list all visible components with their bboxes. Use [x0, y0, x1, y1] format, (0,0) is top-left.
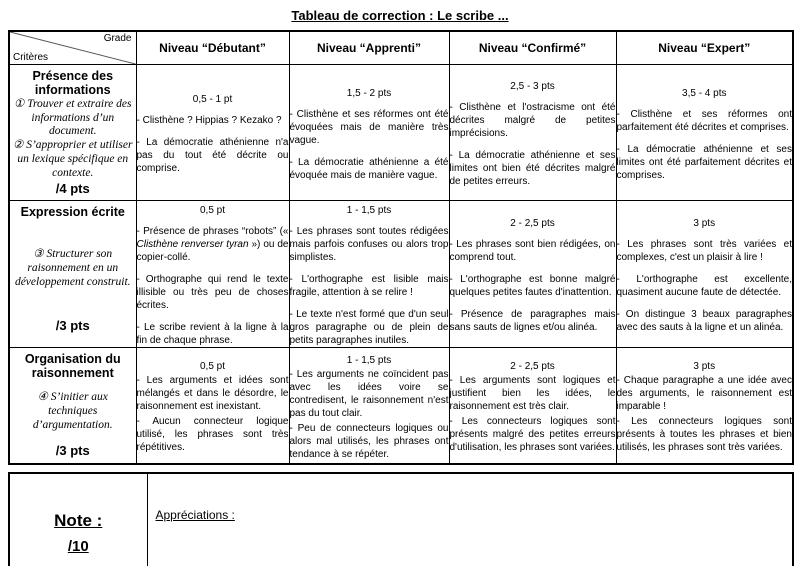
- cell-expression-apprenti: [289, 201, 449, 348]
- level-header-expert: Niveau “Expert”: [616, 31, 793, 65]
- cell-item: - Aucun connecteur logique utilisé, les phrases sont très répétitives.: [136, 416, 289, 453]
- row-expression-ecrite: [9, 201, 793, 348]
- criterion-title: Organisation du raisonnement: [24, 352, 121, 381]
- header-row: [9, 31, 793, 65]
- cell-item: - Les arguments ne coïncident pas avec les idées voire se contredisent, le raisonnement n'est pas du tout clair.: [289, 368, 449, 419]
- criterion-cell-expression: [9, 201, 136, 348]
- criterion-objectives: [13, 248, 133, 289]
- cell-item: - Les connecteurs logiques sont présents malgré des petites erreurs d'utilisation, les phrases sont variées.: [449, 416, 616, 453]
- points-range: 2,5 - 3 pts: [510, 81, 555, 92]
- cell-item: - La démocratie athénienne et ses limites ont bien été décrites malgré de petites erreurs.: [449, 150, 616, 187]
- points-range: 3 pts: [693, 361, 716, 372]
- note-denominator: /10: [67, 538, 89, 555]
- cell-expression-expert: [616, 201, 793, 348]
- criterion-objectives: [13, 391, 133, 432]
- cell-organisation-confirme: [449, 348, 616, 465]
- cell-organisation-apprenti: [289, 348, 449, 465]
- item-text: ») ou de copier-collé.: [136, 239, 289, 263]
- points-range: 0,5 pt: [199, 205, 226, 216]
- points-range: 1 - 1,5 pts: [346, 205, 392, 216]
- row-presence-informations: [9, 65, 793, 201]
- criterion-cell-presence: [9, 65, 136, 201]
- cell-item: [137, 225, 289, 264]
- cell-organisation-expert: [616, 348, 793, 465]
- cell-item: - Les phrases sont très variées et complexes, c'est un plaisir à lire !: [616, 239, 792, 263]
- cell-item: - Le texte n'est formé que d'un seul gros paragraphe ou de plein de petits paragraphes inutiles.: [289, 309, 449, 346]
- cell-item: - On distingue 3 beaux paragraphes avec des sauts à la ligne et un alinéa.: [616, 309, 792, 333]
- cell-presence-apprenti: [289, 65, 449, 201]
- criterion-objectives: [13, 98, 133, 181]
- level-header-debutant: Niveau “Débutant”: [136, 31, 289, 65]
- cell-item: - Les arguments et idées sont mélangés et dans le désordre, le raisonnement est inexistant.: [136, 375, 289, 412]
- points-range: 2 - 2,5 pts: [510, 361, 555, 372]
- cell-item: - Orthographe qui rend le texte illisible ou très peu de choses écrites.: [136, 274, 289, 311]
- cell-item: - Clisthène et l'ostracisme ont été décrites malgré de petites imprécisions.: [449, 102, 616, 139]
- points-range: 3 pts: [693, 218, 716, 229]
- cell-item: - Clisthène et ses réformes ont été évoquées mais de manière très vague.: [289, 108, 449, 146]
- rubric-table: [8, 30, 794, 465]
- appreciations-label: Appréciations :: [155, 508, 235, 522]
- cell-item: - La démocratie athénienne et ses limites ont été parfaitement décrites et comprises.: [616, 143, 792, 181]
- points-range: 3,5 - 4 pts: [682, 87, 727, 99]
- cell-item: - Les arguments sont logiques et justifient bien les idées, le raisonnement est très clair.: [449, 375, 616, 412]
- criterion-objective: ② S’approprier et utiliser un lexique spécifique en contexte.: [13, 139, 133, 179]
- cell-expression-confirme: [449, 201, 616, 348]
- criterion-objective: ① Trouver et extraire des informations d’un document.: [14, 97, 132, 138]
- cell-presence-expert: [616, 65, 793, 201]
- row-organisation-raisonnement: [9, 348, 793, 465]
- cell-item: - Peu de connecteurs logiques ou alors mal utilisés, les phrases ont tendance à se répéter.: [289, 422, 449, 460]
- criterion-objective: ④ S’initier aux techniques d’argumentation.: [32, 391, 113, 431]
- item-text: - Présence de phrases “robots” («: [136, 226, 289, 237]
- appreciations-cell: [147, 473, 793, 566]
- cell-item: - Clisthène et ses réformes ont parfaitement été décrites et comprises.: [616, 108, 792, 133]
- level-header-confirme: Niveau “Confirmé”: [449, 31, 616, 65]
- cell-item: - Le scribe revient à la ligne à la fin de chaque phrase.: [136, 322, 289, 346]
- criteria-grade-corner-cell: [9, 31, 136, 65]
- points-range: 0,5 - 1 pt: [192, 94, 233, 105]
- page-title: Tableau de correction : Le scribe ...: [291, 8, 509, 23]
- points-range: 1 - 1,5 pts: [346, 354, 392, 366]
- criterion-title: Expression écrite: [20, 205, 125, 219]
- grade-footer-box: [8, 472, 794, 566]
- cell-item: - La démocratie athénienne n'a pas du tout été décrite ou comprise.: [136, 137, 289, 174]
- criterion-objective: ③ Structurer son raisonnement en un développement construit.: [14, 247, 131, 288]
- cell-item: - L'orthographe est bonne malgré quelques petites fautes d'inattention.: [449, 274, 616, 298]
- cell-organisation-debutant: [136, 348, 289, 465]
- note-label: Note :: [54, 511, 103, 530]
- footer-row: [9, 473, 793, 566]
- criterion-points: /3 pts: [55, 442, 90, 458]
- criterion-cell-organisation: [9, 348, 136, 465]
- cell-item: - Les phrases sont bien rédigées, on comprend tout.: [449, 239, 616, 263]
- points-range: 0,5 pt: [199, 361, 226, 372]
- cell-item: - Chaque paragraphe a une idée avec des arguments, le raisonnement est imparable !: [616, 375, 792, 412]
- cell-item: - Présence de paragraphes mais sans sauts de lignes et/ou alinéa.: [449, 309, 616, 333]
- cell-item: - Clisthène ? Hippias ? Kezako ?: [136, 115, 282, 126]
- level-header-apprenti: Niveau “Apprenti”: [289, 31, 449, 65]
- points-range: 2 - 2,5 pts: [510, 218, 555, 229]
- item-quote-italic: Clisthène renverser tyran: [136, 239, 249, 250]
- corner-grade-label: Grade: [103, 33, 132, 44]
- cell-item: - L'orthographe est excellente, quasiment aucune faute de détectée.: [616, 274, 792, 298]
- criterion-title: Présence des informations: [32, 69, 114, 98]
- points-range: 1,5 - 2 pts: [346, 87, 392, 99]
- criterion-points: /4 pts: [55, 180, 90, 196]
- criterion-points: /3 pts: [55, 317, 90, 333]
- cell-presence-debutant: [136, 65, 289, 201]
- cell-item: - La démocratie athénienne a été évoquée mais de manière vague.: [289, 156, 449, 181]
- cell-presence-confirme: [449, 65, 616, 201]
- cell-expression-debutant: [136, 201, 289, 348]
- corner-criteres-label: Critères: [13, 52, 49, 63]
- cell-item: - Les phrases sont toutes rédigées mais parfois confuses ou alors trop simplistes.: [289, 226, 449, 263]
- cell-item: - Les connecteurs logiques sont présents à toutes les phrases et bien utilisés, les phrases sont très variées.: [616, 416, 792, 453]
- note-cell: [9, 473, 147, 566]
- cell-item: - L'orthographe est lisible mais fragile, attention à se relire !: [289, 274, 449, 298]
